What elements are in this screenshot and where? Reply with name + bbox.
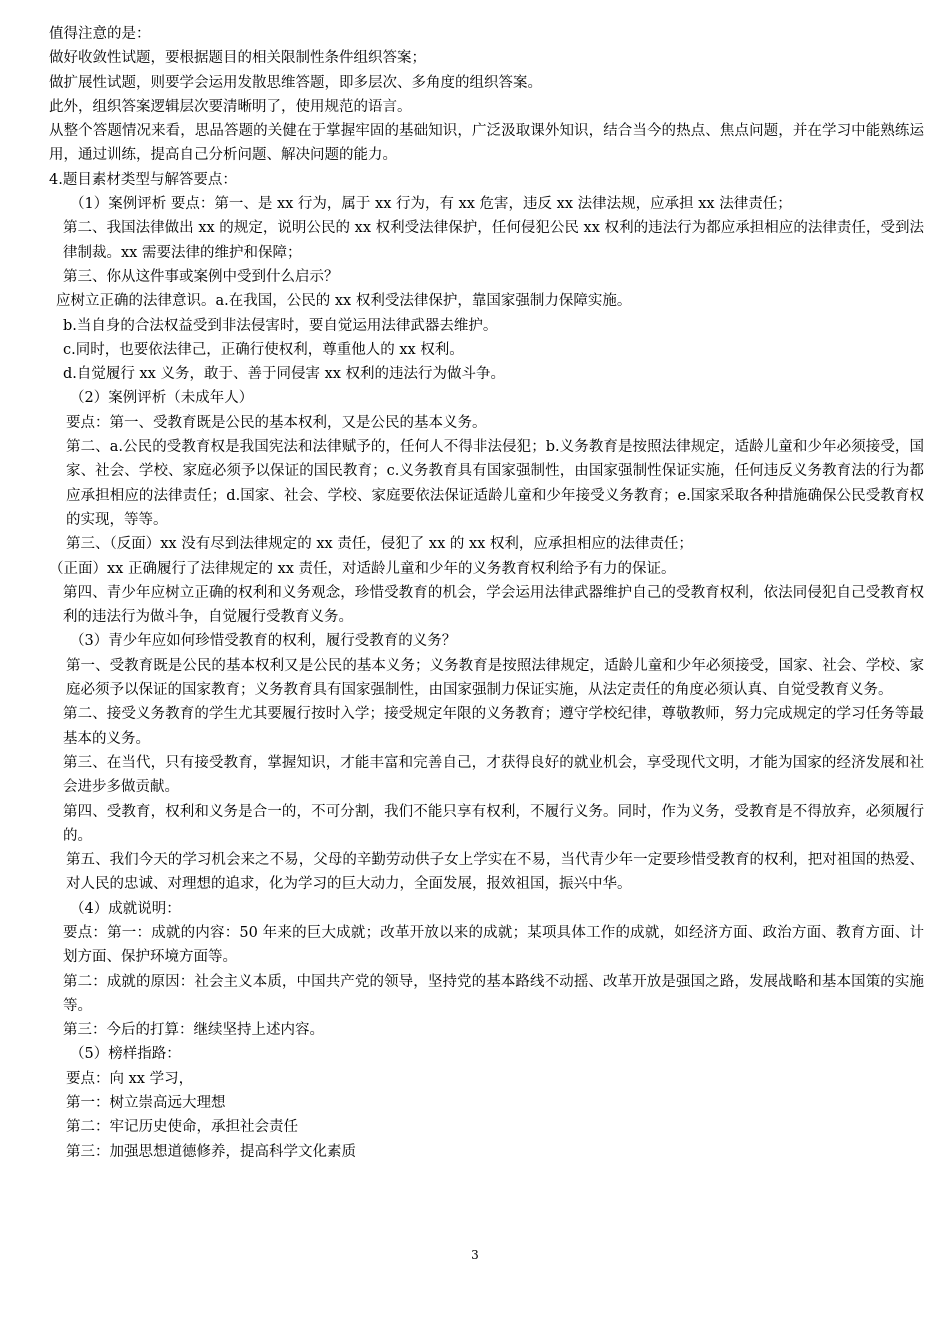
section-3-point-4: 第四、受教育，权利和义务是合一的，不可分割，我们不能只享有权利，不履行义务。同时，作为义务，受教育是不得放弃，必须履行的。: [63, 803, 924, 844]
paragraph-divergent: 做扩展性试题，则要学会运用发散思维答题，即多层次、多角度的组织答案。: [49, 74, 542, 91]
paragraph-note-heading: 值得注意的是：: [49, 26, 151, 42]
paragraph-convergent: 做好收敛性试题，要根据题目的相关限制性条件组织答案；: [49, 50, 426, 67]
section-5-point-2: 第二：牢记历史使命，承担社会责任: [66, 1119, 298, 1136]
case-2-point-4: 第四、青少年应树立正确的权利和义务观念，珍惜受教育的机会，学会运用法律武器维护自己的受教育权利，依法同侵犯自己受教育权利的违法行为做斗争，自觉履行受教育义务。: [63, 584, 924, 626]
case-2-point-3-negative: 第三、（反面）xx 没有尽到法律规定的 xx 责任，侵犯了 xx 的 xx 权利，应承担相应的法律责任；: [66, 536, 693, 553]
page-number: 3: [471, 1248, 479, 1262]
section-5-point-3: 第三：加强思想道德修养，提高科学文化素质: [66, 1143, 356, 1160]
section-heading-3: （3）青少年应如何珍惜受教育的权利，履行受教育的义务？: [70, 633, 457, 650]
case-1-point-3-b: b.当自身的合法权益受到非法侵害时，要自觉运用法律武器去维护。: [63, 317, 498, 334]
section-4-point-3: 第三：今后的打算：继续坚持上述内容。: [63, 1022, 324, 1039]
case-1-point-3: 第三、你从这件事或案例中受到什么启示？: [63, 268, 339, 285]
section-3-point-3: 第三、在当代，只有接受教育，掌握知识，才能丰富和完善自己，才获得良好的就业机会，享受现代文明，才能为国家的经济发展和社会进步多做贡献。: [63, 754, 924, 796]
section-heading-5: （5）榜样指路：: [70, 1046, 181, 1063]
section-5-point-1: 第一：树立崇高远大理想: [66, 1095, 226, 1112]
section-3-point-1: 第一、受教育既是公民的基本权利又是公民的基本义务；义务教育是按照法律规定，适龄儿童和少年必须接受，国家、社会、学校、家庭必须予以保证的国家教育；义务教育具有国家强制性，由国家强制力保证实施，从法定责任的角度必须认真、自觉受教育义务。: [66, 657, 924, 699]
case-2-point-3-positive: （正面）xx 正确履行了法律规定的 xx 责任，对适龄儿童和少年的义务教育权利给予有力的保证。: [49, 560, 676, 577]
section-heading-4: （4）成就说明：: [70, 900, 181, 917]
section-4-point-2: 第二：成就的原因：社会主义本质，中国共产党的领导，坚持党的基本路线不动摇、改革开放是强国之路，发展战略和基本国策的实施等。: [63, 973, 924, 1014]
section-4-point-1: 要点：第一：成就的内容：50 年来的巨大成就；改革开放以来的成就；某项具体工作的成就，如经济方面、政治方面、教育方面、计划方面、保护环境方面等。: [63, 924, 924, 966]
section-3-point-5: 第五、我们今天的学习机会来之不易，父母的辛勤劳动供子女上学实在不易，当代青少年一定要珍惜受教育的权利，把对祖国的热爱、对人民的忠诚、对理想的追求，化为学习的巨大动力，全面发展，报效祖国，振兴中华。: [66, 852, 924, 893]
section-5-intro: 要点：向 xx 学习，: [66, 1070, 194, 1087]
case-1-point-3-d: d.自觉履行 xx 义务，敢于、善于同侵害 xx 权利的违法行为做斗争。: [63, 366, 506, 383]
case-1-point-3-c: c.同时，也要依法律己，正确行使权利，尊重他人的 xx 权利。: [63, 341, 464, 358]
case-1-point-2: 第二、我国法律做出 xx 的规定，说明公民的 xx 权利受法律保护，任何侵犯公民 xx 权利的违法行为都应承担相应的法律责任，受到法律制裁。xx 需要法律的维护和保障；: [63, 220, 924, 261]
paragraph-logic: 此外，组织答案逻辑层次要清晰明了，使用规范的语言。: [49, 98, 412, 115]
section-3-point-2: 第二、接受义务教育的学生尤其要履行按时入学；接受规定年限的义务教育；遵守学校纪律，尊敬教师，努力完成规定的学习任务等最基本的义务。: [63, 706, 924, 747]
paragraph-overall: 从整个答题情况来看，思品答题的关健在于掌握牢固的基础知识，广泛汲取课外知识，结合当今的热点、焦点问题，并在学习中能熟练运用，通过训练，提高自己分析问题、解决问题的能力。: [49, 123, 924, 164]
case-analysis-heading-2: （2）案例评析（未成年人）: [70, 390, 254, 407]
case-2-point-2: 第二、a.公民的受教育权是我国宪法和法律赋予的，任何人不得非法侵犯；b.义务教育是按照法律规定，适龄儿童和少年必须接受，国家、社会、学校、家庭必须予以保证的国民教育；c.义务教育具有国家强制性，由国家强制性保证实施，任何违反义务教育法的行为都应承担相应的法律责任；d.国家、社会、学校、家庭要依法保证适龄儿童和少年接受义务教育；e.国家采取各种措施确保公民受教育权的实现，等等。: [66, 439, 924, 528]
section-heading-material-types: 4.题目素材类型与解答要点：: [49, 171, 237, 188]
case-2-point-1: 要点：第一、受教育既是公民的基本权利，又是公民的基本义务。: [66, 414, 487, 431]
case-1-point-3-a: 应树立正确的法律意识。a.在我国，公民的 xx 权利受法律保护，靠国家强制力保障实施。: [56, 293, 632, 310]
case-analysis-heading-1: （1）案例评析 要点：第一、是 xx 行为，属于 xx 行为，有 xx 危害，违反 xx 法律法规，应承担 xx 法律责任；: [70, 196, 792, 213]
